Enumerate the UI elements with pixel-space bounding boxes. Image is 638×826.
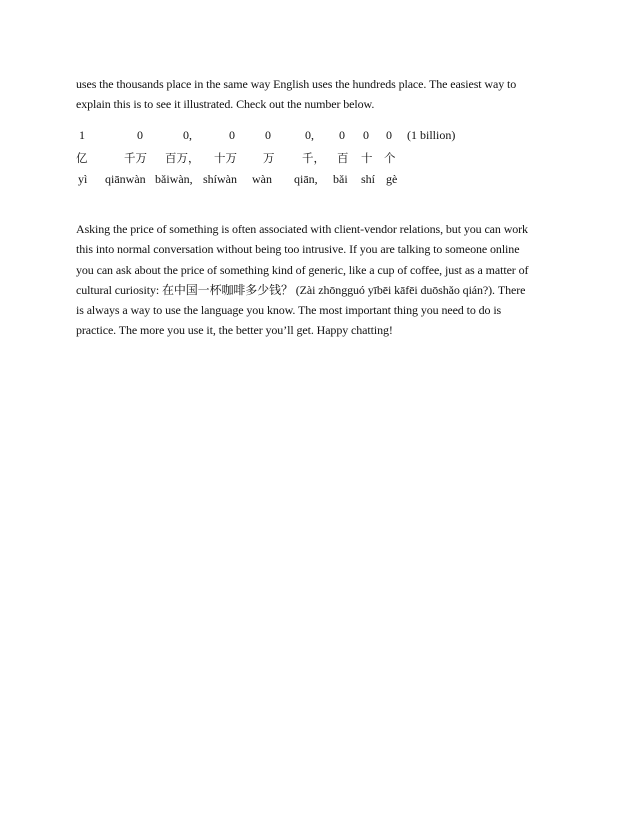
pinyin-cell: bǎi [333,172,348,186]
digit-cell: 0 [265,128,271,142]
pinyin-cell: gè [386,172,398,186]
pinyin-row [76,172,536,190]
hanzi-row [76,150,536,168]
pinyin-cell: qiānwàn [105,172,146,186]
pinyin-cell: yì [78,172,88,186]
hanzi-cell: 亿 [76,151,88,165]
pinyin-cell: bǎiwàn, [155,172,193,186]
digit-cell: 0 [137,128,143,142]
hanzi-cell: 十 [361,151,373,165]
hanzi-cell: 百 [337,151,349,165]
text-line: uses the thousands place in the same way English uses the hundreds place. The easiest way to [76,77,517,91]
price-paragraph [76,219,576,341]
text-line: practice. The more you use it, the better you’ll get. Happy chatting! [76,323,393,338]
hanzi-cell: 十万 [214,151,237,165]
pinyin-cell: wàn [252,172,272,186]
text-line: this into normal conversation without being too intrusive. If you are talking to someone online [76,242,520,257]
digit-cell: (1 billion) [407,128,456,142]
digits-row [76,128,536,146]
intro-paragraph [76,74,576,115]
hanzi-cell: 千万 [124,151,147,165]
hanzi-cell: 个 [384,151,396,165]
pinyin-cell: shí [361,172,376,186]
hanzi-cell: 万 [263,151,275,165]
text-line: is always a way to use the language you know. The most important thing you need to do is [76,303,502,318]
digit-cell: 0 [229,128,235,142]
digit-cell: 0 [339,128,345,142]
text-line: explain this is to see it illustrated. Check out the number below. [76,97,375,112]
text-line: Asking the price of something is often associated with client-vendor relations, but you can work [76,222,528,236]
pinyin-cell: shíwàn [203,172,237,186]
text-line: cultural curiosity: 在中国一杯咖啡多少钱？ (Zài zhōngguó yībēi kāfēi duōshǎo qián?). There [76,282,526,297]
digit-cell: 0 [363,128,369,142]
digit-cell: 1 [79,128,85,142]
digit-cell: 0, [305,128,314,142]
hanzi-cell: 千， [302,151,325,165]
digit-cell: 0, [183,128,192,142]
hanzi-cell: 百万， [165,151,200,165]
pinyin-cell: qiān, [294,172,318,186]
digit-cell: 0 [386,128,392,142]
text-line: you can ask about the price of something kind of generic, like a cup of coffee, just as a matter of [76,262,529,277]
